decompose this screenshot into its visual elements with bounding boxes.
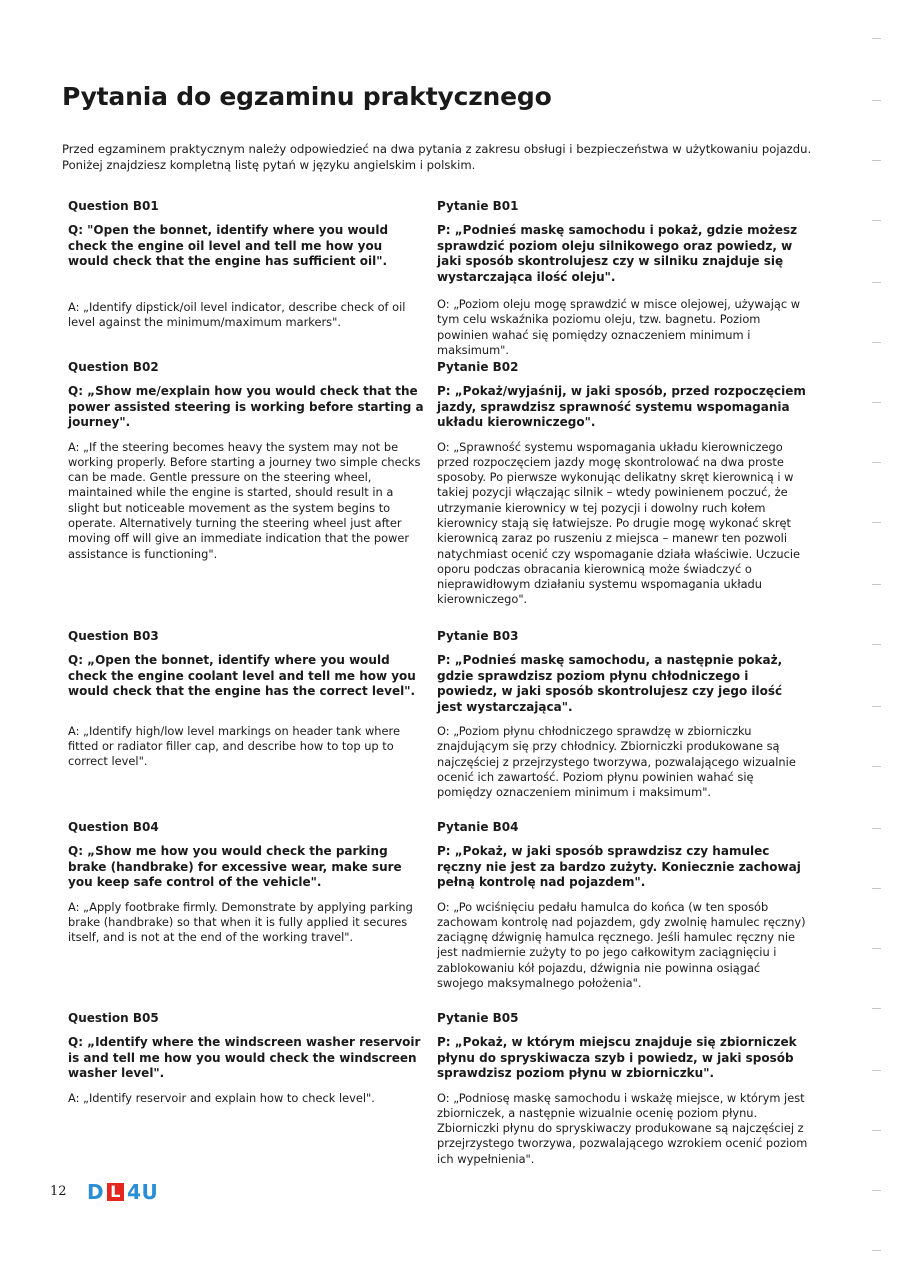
answer-text: O: „Poziom płynu chłodniczego sprawdzę w zbiorniczku znajdującym się przy chłodnicy. Zbiorniczki produkowane są najczęściej z przejrzystego tworzywa, pozwalającego wizualnie ocenić ich zawartość. Poziom płynu powinien wahać się pomiędzy oznaczeniem minimum i maksimum". [437,724,796,800]
answer-text: A: „Identify high/low level markings on header tank where fitted or radiator filler cap, and describe how to top up to correct level". [68,723,400,769]
question-b02-en [68,360,424,562]
question-heading: Question B01 [68,199,159,213]
logo-l-plate: L [107,1183,124,1201]
question-text: P: „Pokaż, w którym miejscu znajduje się zbiorniczek płynu do spryskiwacza szyb i powiedz, w jaki sposób sprawdzisz poziom płynu w zbiorniczku". [437,1035,797,1080]
question-text: P: „Pokaż, w jaki sposób sprawdzisz czy hamulec ręczny nie jest za bardzo zużyty. Koniecznie zachowaj pełną kontrolę nad pojazdem". [437,844,801,889]
answer-text: A: „Identify dipstick/oil level indicator, describe check of oil level against the minimum/maximum markers". [68,299,406,329]
margin-tick [872,38,881,39]
margin-tick [872,888,881,889]
answer-text: A: „Apply footbrake firmly. Demonstrate by applying parking brake (handbrake) so that when it is fully applied it secures itself, and is not at the end of the working travel". [68,899,413,945]
question-heading: Question B03 [68,629,159,643]
margin-tick [872,220,881,221]
question-b05-pl [437,1011,809,1167]
question-heading: Question B05 [68,1011,159,1025]
margin-tick [872,1008,881,1009]
question-heading: Question B04 [68,820,159,834]
question-text: Q: „Open the bonnet, identify where you would check the engine coolant level and tell me how you would check that the engine has the correct level". [68,653,416,698]
question-text: Q: „Identify where the windscreen washer reservoir is and tell me how you would check the windscreen washer level". [68,1035,421,1080]
question-b04-en [68,820,424,945]
page-number: 12 [50,1184,67,1199]
margin-tick [872,828,881,829]
margin-tick [872,1250,881,1251]
margin-tick [872,160,881,161]
margin-tick [872,522,881,523]
question-text: Q: „Show me/explain how you would check that the power assisted steering is working before starting a journey". [68,384,424,429]
question-text: Q: „Show me how you would check the parking brake (handbrake) for excessive wear, make sure you keep safe control of the vehicle". [68,844,402,889]
question-b03-en [68,629,424,769]
margin-tick [872,584,881,585]
question-text: P: „Podnieś maskę samochodu, a następnie pokaż, gdzie sprawdzisz poziom płynu chłodniczego i powiedz, w jaki sposób skontrolujesz czy jego ilość jest wystarczająca". [437,653,783,714]
answer-text: A: „If the steering becomes heavy the system may not be working properly. Before starting a journey two simple checks can be made. Gentle pressure on the steering wheel, maintained while the engine is started, should result in a slight but noticeable movement as the system begins to operate. Alternatively turning the steering wheel just after moving off will give an immediate indication that the power assistance is functioning". [68,439,421,561]
question-text: Q: "Open the bonnet, identify where you would check the engine oil level and tell me how you would check that the engine has sufficient oil". [68,223,389,268]
intro-paragraph [62,141,832,173]
answer-text: O: „Poziom oleju mogę sprawdzić w miscе olejowej, używając w tym celu wskaźnika poziomu oleju, tzw. bagnetu. Poziom powinien wahać się pomiędzy oznaczeniem minimum i maksimum". [437,297,801,357]
question-text: P: „Podnieś maskę samochodu i pokaż, gdzie możesz sprawdzić poziom oleju silnikowego oraz powiedz, w jaki sposób skontrolujesz czy w silniku znajduje się wystarczająca ilość oleju". [437,223,798,284]
answer-text: A: „Identify reservoir and explain how to check level". [68,1090,375,1105]
question-b03-pl [437,629,809,800]
answer-text: O: „Sprawność systemu wspomagania układu kierowniczego przed rozpoczęciem jazdy mogę skontrolować na dwa proste sposoby. Po pierwsze wykonując delikatny skręt kierownicą i w takiej pozycji włączając silnik – wtedy powinienem poczuć, że utrzymanie kierownicy w tej pozycji i dowolny ruch kołem kierownicy stają się łatwiejsze. Po drugie mogę wykonać skręt kierownicą zaraz po ruszeniu z miejsca – manewr ten pozwoli natychmiast ocenić czy wspomaganie działa właściwie. Uczucie oporu podczas obracania kierownicą może świadczyć o nieprawidłowym działaniu systemu wspomagania układu kierowniczego". [437,439,801,607]
logo-letter-d: D [87,1180,105,1204]
margin-tick [872,948,881,949]
margin-tick [872,1070,881,1071]
margin-tick [872,1190,881,1191]
margin-tick [872,766,881,767]
question-heading: Pytanie B05 [437,1011,519,1025]
question-b05-en [68,1011,424,1106]
answer-text: O: „Podniosę maskę samochodu i wskażę miejsce, w którym jest zbiorniczek, a następnie wizualnie ocenię poziom płynu. Zbiorniczki płynu do spryskiwaczy produkowane są najczęściej z przejrzystego tworzywa, pozwalającego wzrokiem ocenić poziom ich wypełnienia". [437,1090,808,1166]
dl4u-logo [87,1181,158,1203]
intro-line-1: Przed egzaminem praktycznym należy odpowiedzieć na dwa pytania z zakresu obsługi i bezpieczeństwa w użytkowaniu pojazdu. [62,142,812,156]
question-heading: Question B02 [68,360,159,374]
margin-tick [872,462,881,463]
margin-tick [872,100,881,101]
question-heading: Pytanie B01 [437,199,519,213]
answer-text: O: „Po wciśnięciu pedału hamulca do końca (w ten sposób zachowam kontrolę nad pojazdem, gdy zwolnię hamulec ręczny) zaciągnę dźwignię hamulca ręcznego. Jeśli hamulec ręczny nie jest nadmiernie zużyty to po jego całkowitym zaciągnięciu i zablokowaniu kół pojazdu, dźwignia nie powinna osiągać swojego maksymalnego położenia". [437,899,806,990]
question-heading: Pytanie B02 [437,360,519,374]
question-b02-pl [437,360,809,608]
logo-4u: 4U [127,1180,159,1204]
margin-tick [872,402,881,403]
question-text: P: „Pokaż/wyjaśnij, w jaki sposób, przed rozpoczęciem jazdy, sprawdzisz sprawność systemu wspomagania układu kierowniczego". [437,384,806,429]
margin-tick [872,706,881,707]
question-b01-en [68,199,424,330]
page-title: Pytania do egzaminu praktycznego [62,82,552,111]
margin-tick [872,282,881,283]
question-b04-pl [437,820,809,991]
intro-line-2: Poniżej znajdziesz kompletną listę pytań w języku angielskim i polskim. [62,158,476,172]
margin-tick [872,1130,881,1131]
question-b01-pl [437,199,809,358]
margin-tick [872,342,881,343]
question-heading: Pytanie B04 [437,820,519,834]
margin-tick [872,644,881,645]
question-heading: Pytanie B03 [437,629,519,643]
